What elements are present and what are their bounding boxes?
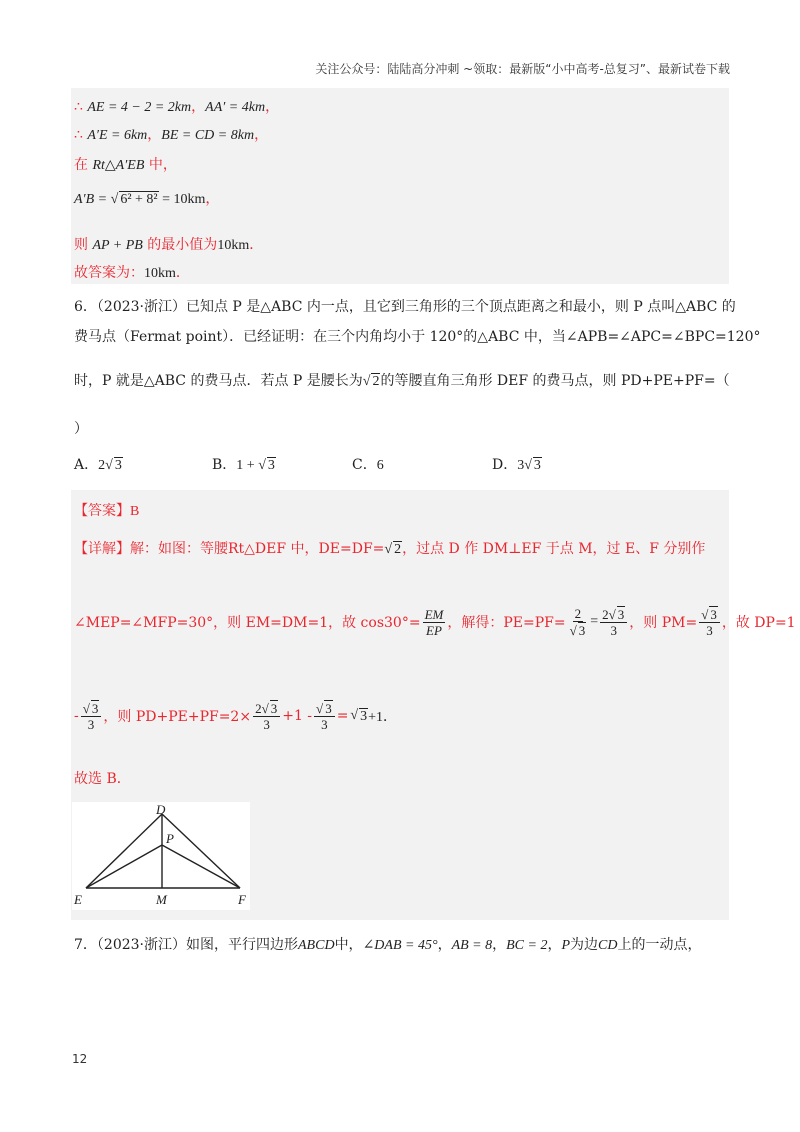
- math: Rt△A′EB: [92, 158, 145, 173]
- figure-panel: [72, 802, 250, 910]
- text: ，过点 D 作 DM⊥EF 于点 M，过 E、F 分别作: [402, 541, 706, 557]
- equals: =: [590, 614, 599, 629]
- sqrt-sign: √: [105, 458, 113, 473]
- coefficient: 2: [255, 701, 262, 716]
- text: ，故 DP=1: [721, 615, 796, 631]
- math: BE = CD = 8km: [161, 128, 255, 143]
- q6-line3: [74, 370, 730, 390]
- denominator: 3: [87, 717, 95, 732]
- numerator: EM: [424, 606, 444, 622]
- text: ，: [205, 191, 220, 207]
- text: ，: [191, 99, 206, 115]
- sol5-line1: [74, 96, 279, 116]
- math: 2: [98, 458, 106, 473]
- math: 6: [376, 458, 384, 473]
- triangle-figure: [72, 802, 250, 910]
- denominator: 3: [321, 717, 328, 732]
- text: 中，: [334, 937, 363, 953]
- text: 时，P 就是△ABC 的费马点．若点 P 是腰长为: [74, 373, 363, 389]
- label-e: E: [74, 892, 82, 907]
- text: 为边: [570, 937, 599, 953]
- option-label: C．: [352, 457, 377, 473]
- label-m: M: [156, 892, 167, 907]
- detail-tag: 【详解】: [74, 541, 130, 557]
- fraction: [423, 607, 446, 638]
- fraction: [699, 606, 720, 638]
- option-label: A．: [74, 457, 99, 473]
- text: =: [336, 708, 349, 724]
- sqrt-sign: √: [384, 542, 393, 557]
- numerator: 2: [574, 606, 582, 621]
- radicand: 2: [394, 542, 402, 557]
- denominator: 3: [610, 623, 617, 638]
- fraction: [253, 700, 280, 732]
- text: ∴: [74, 99, 88, 115]
- fraction: [568, 606, 589, 638]
- text: ，: [492, 937, 507, 953]
- q6-line1: 6．（2023·浙江）已知点 P 是△ABC 内一点，且它到三角形的三个顶点距离之和最小，则 P 点叫△ABC 的: [74, 299, 736, 315]
- text: 在: [74, 157, 93, 173]
- numerator: √ 3: [314, 700, 335, 717]
- text: -: [74, 708, 79, 724]
- sol5-line5: [74, 234, 263, 254]
- math: A′B =: [74, 192, 111, 207]
- denominator: √ 3: [569, 623, 586, 638]
- q7-line1: [74, 934, 701, 954]
- radicand: 3: [114, 458, 122, 473]
- option-d: [492, 454, 542, 474]
- radicand: 3: [360, 708, 368, 724]
- q6-line4: ）: [74, 421, 88, 437]
- detail-line3: [74, 700, 397, 732]
- text: 上的一动点，: [617, 937, 702, 953]
- radicand: 3: [267, 458, 275, 473]
- solution-5-block: [71, 88, 729, 284]
- option-b: [212, 454, 276, 474]
- option-label: D．: [492, 457, 518, 473]
- math: = 10km: [158, 192, 206, 207]
- sol5-line3: [74, 154, 177, 174]
- math: CD: [598, 938, 618, 953]
- math: AB = 8: [451, 938, 493, 953]
- q6-line2: 费马点（Fermat point）．已经证明：在三个内角均小于 120°的△ABC 中，当∠APB=∠APC=∠BPC=120°: [74, 329, 761, 345]
- option-label: B．: [212, 457, 237, 473]
- text: ．: [249, 237, 264, 253]
- sqrt-sign: √: [110, 192, 119, 207]
- text: ，解得：PE=PF=: [447, 615, 566, 631]
- text: 则: [74, 237, 93, 253]
- math: ∠DAB = 45°: [362, 938, 438, 953]
- page-header: 关注公众号：陆陆高分冲刺 ~领取：最新版“小中高考-总复习”、最新试卷下载: [315, 62, 730, 76]
- sol5-line4: [74, 188, 219, 208]
- text: ，: [254, 127, 269, 143]
- text: ，则 PD+PE+PF=2×: [103, 709, 252, 725]
- text: 7．（2023·浙江）如图，平行四边形: [74, 937, 298, 953]
- radicand: 3: [91, 701, 99, 716]
- radicand: 3: [710, 607, 717, 622]
- text: ∴: [74, 127, 88, 143]
- sqrt-sign: √: [258, 458, 266, 473]
- label-p: P: [166, 831, 174, 846]
- text: ．: [175, 265, 190, 281]
- page-number: 12: [72, 1052, 88, 1066]
- fraction: [314, 700, 335, 732]
- text: ，: [147, 127, 162, 143]
- math: ABCD: [298, 938, 335, 953]
- radicand: 3: [617, 607, 625, 622]
- text: ∠MEP=∠MFP=30°，则 EM=DM=1，故 cos30°=: [74, 615, 421, 631]
- text: ，: [265, 99, 280, 115]
- denominator: 3: [263, 717, 270, 732]
- radicand: 2: [372, 374, 380, 389]
- radicand: 6² + 8²: [120, 192, 158, 207]
- math: P: [561, 938, 571, 953]
- numerator: √ 3: [81, 700, 102, 717]
- fraction: [81, 700, 102, 732]
- answer-value: B: [130, 504, 140, 519]
- coefficient: 2: [602, 607, 609, 622]
- math: AP + PB: [92, 238, 143, 253]
- denominator: 3: [706, 623, 713, 638]
- text: +1．: [368, 710, 398, 725]
- sqrt-sign: √: [362, 374, 371, 389]
- text: 中，: [144, 157, 177, 173]
- numerator: √ 3: [699, 606, 720, 623]
- radicand: 3: [533, 458, 541, 473]
- math: A′E = 6km: [87, 128, 148, 143]
- radicand: 3: [578, 623, 586, 638]
- radicand: 3: [270, 701, 278, 716]
- option-c: [352, 454, 384, 474]
- sqrt-sign: √: [524, 458, 532, 473]
- math: BC = 2: [506, 938, 548, 953]
- conclusion: 故选 B．: [74, 771, 131, 787]
- label-d: D: [156, 802, 166, 817]
- text: +1 -: [282, 708, 313, 724]
- text: 的最小值为: [142, 237, 218, 253]
- numerator: 2√ 3: [253, 700, 280, 717]
- numerator: 2√ 3: [600, 606, 627, 623]
- text: 的等腰直角三角形 DEF 的费马点，则 PD+PE+PF=（: [380, 373, 730, 389]
- text: ，: [437, 937, 452, 953]
- detail-line1: [74, 538, 705, 558]
- label-f: F: [238, 892, 246, 907]
- sqrt-sign: √: [350, 708, 359, 723]
- math: 10km: [144, 266, 176, 281]
- text: ，: [547, 937, 562, 953]
- detail-line2: [74, 606, 796, 638]
- text: 解：如图：等腰Rt△DEF 中，DE=DF=: [130, 541, 385, 557]
- option-a: [74, 454, 123, 474]
- math: AA′ = 4km: [205, 100, 266, 115]
- math: 10km: [217, 238, 250, 253]
- text: ，则 PM=: [629, 615, 698, 631]
- answer-tag: 【答案】: [74, 503, 130, 519]
- math: AE = 4 − 2 = 2km: [87, 100, 192, 115]
- math: 1 +: [236, 458, 259, 473]
- radicand: 3: [325, 701, 332, 716]
- sol5-line2: [74, 124, 268, 144]
- answer-line: [74, 500, 139, 520]
- math: 3: [517, 458, 525, 473]
- text: 故答案为：: [74, 265, 144, 281]
- sol5-line6: [74, 262, 190, 282]
- denominator: EP: [426, 622, 442, 638]
- fraction: [600, 606, 627, 638]
